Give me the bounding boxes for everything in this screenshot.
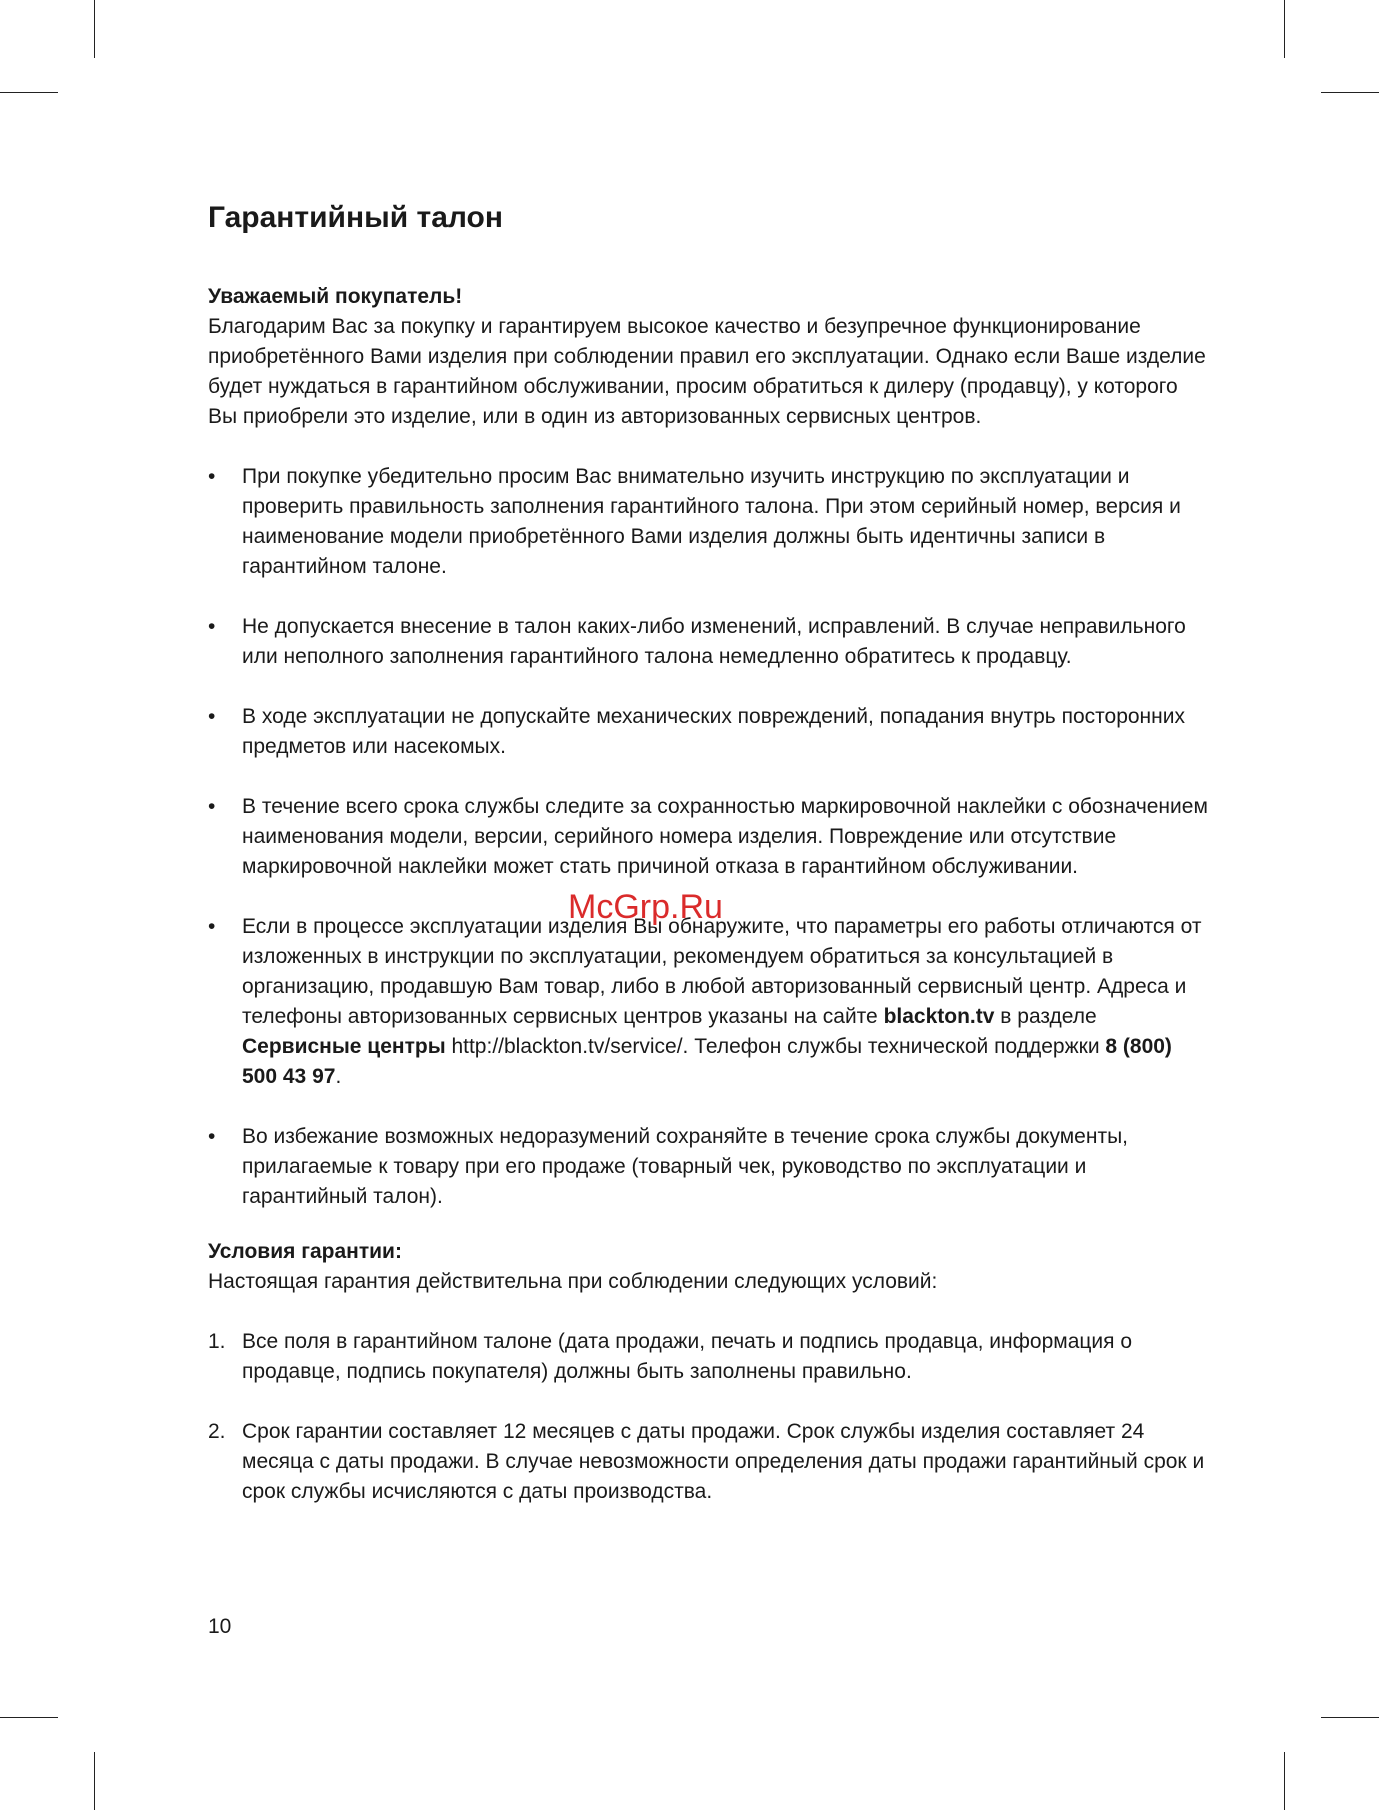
crop-mark-top-right (1284, 0, 1285, 58)
item-number: 1. (208, 1330, 226, 1353)
intro-paragraph: Благодарим Вас за покупку и гарантируем высокое качество и безупречное функционирование приобретённого Вами изделия при соблюдении правил его эксплуатации. Однако если Ваше изделие будет нуждаться в гарантийном обслуживании, просим обратиться к дилеру (продавцу), у которого Вы приобрели это изделие, или в один из авторизованных сервисных центров. (208, 315, 1206, 428)
list-item-text: Все поля в гарантийном талоне (дата продажи, печать и подпись продавца, информация о продавце, подпись покупателя) должны быть заполнены правильно. (242, 1330, 1133, 1383)
list-item-text: Не допускается внесение в талон каких-либо изменений, исправлений. В случае неправильного или неполного заполнения гарантийного талона немедленно обратитесь к продавцу. (242, 615, 1186, 668)
document-body (208, 196, 1208, 1537)
bullet-marker: • (208, 915, 216, 938)
list-item (208, 462, 1208, 582)
list-item-text: В ходе эксплуатации не допускайте механических повреждений, попадания внутрь посторонних предметов или насекомых. (242, 705, 1185, 758)
crop-mark-top-left-h (0, 92, 58, 93)
bullet-marker: • (208, 705, 216, 728)
list-item (208, 1327, 1208, 1387)
item-number: 2. (208, 1420, 226, 1443)
terms-list (208, 1327, 1208, 1507)
service-section-name: Сервисные центры (242, 1035, 446, 1058)
list-item-text: Срок гарантии составляет 12 месяцев с даты продажи. Срок службы изделия составляет 24 месяца с даты продажи. В случае невозможности определения даты продажи гарантийный срок и срок службы исчисляются с даты производства. (242, 1420, 1205, 1503)
crop-mark-bottom-left-h (0, 1717, 58, 1718)
list-item-text (242, 915, 1201, 1088)
bullet-list (208, 462, 1208, 1212)
crop-mark-top-left (94, 0, 95, 58)
crop-mark-bottom-left (94, 1752, 95, 1810)
bullet-marker: • (208, 465, 216, 488)
support-phone: 8 (800) 500 43 97 (242, 1035, 1172, 1088)
list-item (208, 792, 1208, 882)
text-segment: Если в процессе эксплуатации изделия Вы обнаружите, что параметры его работы отличаются от изложенных в инструкции по эксплуатации, рекомендуем обратиться за консультацией в организацию, продавшую Вам товар, либо в любой авторизованный сервисный центр. Адреса и телефоны авторизованных сервисных центров указаны на сайте (242, 915, 1202, 1028)
page-number: 10 (208, 1615, 232, 1638)
site-link[interactable]: blackton.tv (883, 1005, 995, 1028)
list-item-text: При покупке убедительно просим Вас внимательно изучить инструкцию по эксплуатации и проверить правильность заполнения гарантийного талона. При этом серийный номер, версия и наименование модели приобретённого Вами изделия должны быть идентичны записи в гарантийном талоне. (242, 465, 1181, 578)
bullet-marker: • (208, 615, 216, 638)
list-item-text: Во избежание возможных недоразумений сохраняйте в течение срока службы документы, прилагаемые к товару при его продаже (товарный чек, руководство по эксплуатации и гарантийный талон). (242, 1125, 1129, 1208)
text-segment: в разделе (994, 1005, 1097, 1028)
crop-mark-bottom-right (1284, 1752, 1285, 1810)
greeting: Уважаемый покупатель! (208, 285, 463, 308)
bullet-marker: • (208, 1125, 216, 1148)
bullet-marker: • (208, 795, 216, 818)
text-segment: . (335, 1065, 342, 1088)
list-item (208, 1417, 1208, 1507)
page-title: Гарантийный талон (208, 201, 504, 234)
list-item (208, 612, 1208, 672)
crop-mark-top-right-h (1321, 92, 1379, 93)
conditions-heading: Условия гарантии: (208, 1240, 402, 1263)
list-item (208, 1122, 1208, 1212)
watermark: McGrp.Ru (568, 888, 723, 926)
crop-mark-bottom-right-h (1321, 1717, 1379, 1718)
list-item-text: В течение всего срока службы следите за сохранностью маркировочной наклейки с обозначением наименования модели, версии, серийного номера изделия. Повреждение или отсутствие маркировочной наклейки может стать причиной отказа в гарантийном обслуживании. (242, 795, 1208, 878)
list-item (208, 912, 1208, 1092)
list-item (208, 702, 1208, 762)
conditions-intro: Настоящая гарантия действительна при соблюдении следующих условий: (208, 1270, 938, 1293)
text-segment: http://blackton.tv/service/. Телефон службы технической поддержки (445, 1035, 1106, 1058)
